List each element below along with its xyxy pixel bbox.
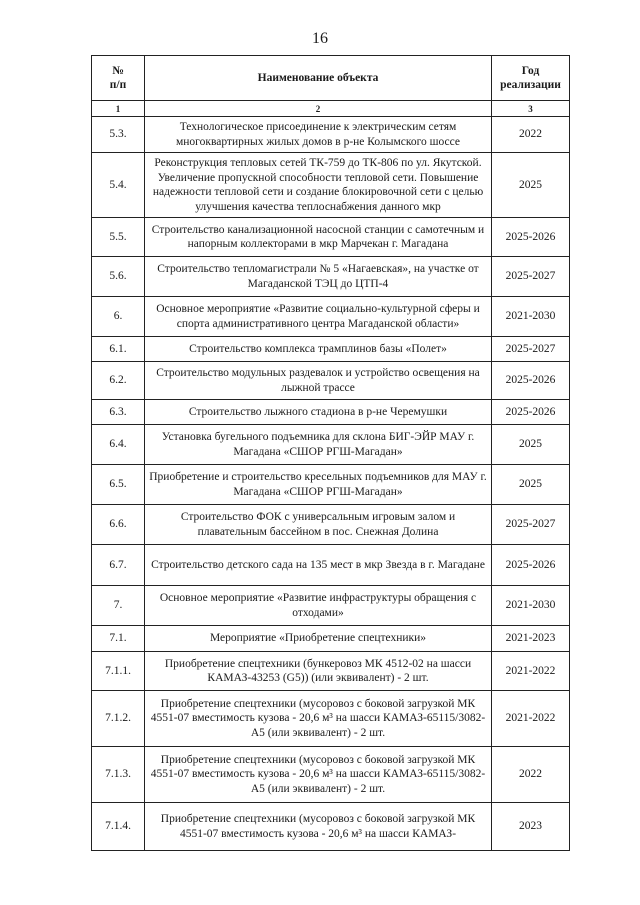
row-number: 6.5. [92,465,145,505]
header-num [92,56,145,101]
table-row [92,545,570,586]
header-num-label: № п/п [109,64,127,91]
row-number: 6.4. [92,425,145,465]
row-object-name: Приобретение спецтехники (мусоровоз с боковой загрузкой МК 4551-07 вместимость кузова - 20,6 м³ на шасси КАМАЗ- [145,803,492,851]
table-row [92,465,570,505]
table-row [92,362,570,400]
row-number: 7.1. [92,626,145,652]
row-object-name: Строительство детского сада на 135 мест в мкр Звезда в г. Магадане [145,545,492,586]
table-row [92,626,570,652]
column-index-1: 1 [92,101,145,117]
row-object-name: Строительство лыжного стадиона в р-не Черемушки [145,400,492,425]
row-year: 2022 [492,117,570,153]
row-number: 6.7. [92,545,145,586]
column-index-row [92,101,570,117]
row-object-name: Строительство комплекса трамплинов базы «Полет» [145,337,492,362]
row-year: 2021-2023 [492,626,570,652]
row-year: 2025-2026 [492,218,570,257]
row-year: 2021-2030 [492,586,570,626]
row-number: 7.1.1. [92,652,145,691]
table-body [92,117,570,851]
row-number: 5.5. [92,218,145,257]
objects-table [91,55,570,851]
row-number: 7.1.2. [92,691,145,747]
row-year: 2025-2026 [492,545,570,586]
table-row [92,803,570,851]
table-row [92,505,570,545]
table-header-row [92,56,570,101]
table-row [92,425,570,465]
row-year: 2025 [492,153,570,218]
row-object-name: Основное мероприятие «Развитие инфраструктуры обращения с отходами» [145,586,492,626]
table-row [92,691,570,747]
row-number: 6.3. [92,400,145,425]
row-object-name: Приобретение спецтехники (бункеровоз МК 4512-02 на шасси КАМАЗ-43253 (G5)) (или эквивалент) - 2 шт. [145,652,492,691]
table-row [92,153,570,218]
row-year: 2022 [492,747,570,803]
page-number: 16 [312,30,328,47]
row-object-name: Реконструкция тепловых сетей ТК-759 до ТК-806 по ул. Якутской. Увеличение пропускной способности тепловой сети. Повышение надежности тепловой сети и создание блокировочной сети с целью улучшения качества теплоснабжения данного мкр [145,153,492,218]
row-object-name: Технологическое присоединение к электрическим сетям многоквартирных жилых домов в р-не Колымского шоссе [145,117,492,153]
row-object-name: Строительство тепломагистрали № 5 «Нагаевская», на участке от Магаданской ТЭЦ до ЦТП-4 [145,257,492,297]
row-number: 7.1.3. [92,747,145,803]
row-object-name: Приобретение спецтехники (мусоровоз с боковой загрузкой МК 4551-07 вместимость кузова - 20,6 м³ на шасси КАМАЗ-65115/3082-А5 (или эквивалент) - 2 шт. [145,747,492,803]
row-number: 6.2. [92,362,145,400]
column-index-3: 3 [492,101,570,117]
row-year: 2025-2027 [492,337,570,362]
row-number: 7.1.4. [92,803,145,851]
row-year: 2025 [492,465,570,505]
header-name-label: Наименование объекта [257,71,379,84]
row-year: 2025-2027 [492,257,570,297]
row-year: 2021-2022 [492,691,570,747]
row-object-name: Мероприятие «Приобретение спецтехники» [145,626,492,652]
row-object-name: Приобретение спецтехники (мусоровоз с боковой загрузкой МК 4551-07 вместимость кузова - 20,6 м³ на шасси КАМАЗ-65115/3082-А5 (или эквивалент) - 2 шт. [145,691,492,747]
header-year-label: Год реализации [500,64,561,91]
row-year: 2025 [492,425,570,465]
row-year: 2021-2030 [492,297,570,337]
table-row [92,747,570,803]
row-year: 2023 [492,803,570,851]
table-row [92,257,570,297]
table-row [92,297,570,337]
table-row [92,586,570,626]
row-year: 2021-2022 [492,652,570,691]
table-row [92,218,570,257]
row-number: 6. [92,297,145,337]
header-name [145,56,492,101]
header-year [492,56,570,101]
row-number: 6.6. [92,505,145,545]
row-object-name: Строительство модульных раздевалок и устройство освещения на лыжной трассе [145,362,492,400]
row-number: 5.6. [92,257,145,297]
table-row [92,117,570,153]
row-object-name: Строительство канализационной насосной станции с самотечным и напорным коллекторами в мкр Марчекан г. Магадана [145,218,492,257]
row-year: 2025-2027 [492,505,570,545]
table-row [92,652,570,691]
table-row [92,400,570,425]
column-index-2: 2 [145,101,492,117]
row-object-name: Основное мероприятие «Развитие социально-культурной сферы и спорта административного центра Магаданской области» [145,297,492,337]
row-object-name: Строительство ФОК с универсальным игровым залом и плавательным бассейном в пос. Снежная Долина [145,505,492,545]
row-object-name: Установка бугельного подъемника для склона БИГ-ЭЙР МАУ г. Магадана «СШОР РГШ-Магадан» [145,425,492,465]
row-number: 5.3. [92,117,145,153]
row-year: 2025-2026 [492,362,570,400]
table-row [92,337,570,362]
row-number: 5.4. [92,153,145,218]
row-number: 6.1. [92,337,145,362]
row-year: 2025-2026 [492,400,570,425]
row-number: 7. [92,586,145,626]
row-object-name: Приобретение и строительство кресельных подъемников для МАУ г. Магадана «СШОР РГШ-Магадан» [145,465,492,505]
